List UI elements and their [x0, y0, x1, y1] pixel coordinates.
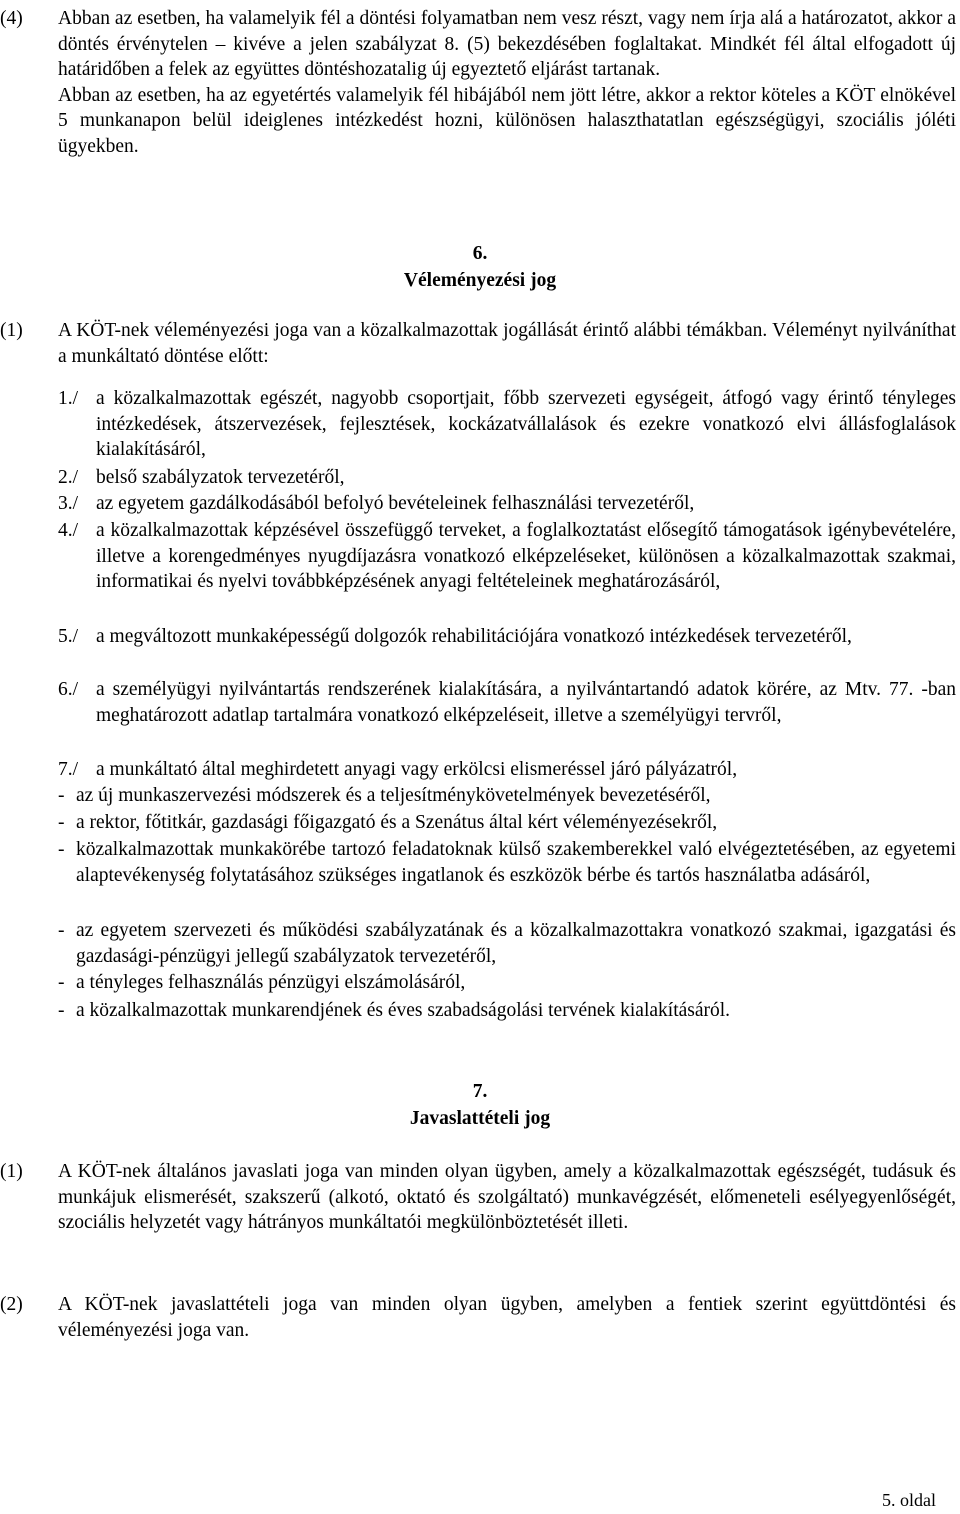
paragraph-4-text-part2: Abban az esetben, ha az egyetértés valamelyik fél hibájából nem jött létre, akkor a rektor köteles a KÖT elnökével 5 munkanapon belül ideiglenes intézkedést hozni, különösen halaszthatatlan egészségügyi, szociális jóléti ügyekben. — [58, 84, 956, 157]
list-item-text: belső szabályzatok tervezetéről, — [96, 467, 345, 488]
dash-list-item — [58, 918, 956, 969]
list-item-number: 5./ — [58, 626, 79, 647]
section-7-paragraph-1 — [0, 1159, 956, 1236]
paragraph-4-text — [58, 6, 956, 159]
dash-bullet: - — [58, 1000, 65, 1021]
dash-bullet: - — [58, 972, 65, 993]
paragraph-4-text-part1: Abban az esetben, ha valamelyik fél a döntési folyamatban nem vesz részt, vagy nem írja alá a határozatot, akkor a döntés érvénytelen – kivéve a jelen szabályzat 8. (5) bekezdésében foglaltakat. Mindkét fél által elfogadott új határidőben a felek az együttes döntéshozatalig új egyeztető eljárást tartanak. — [58, 8, 956, 80]
dash-list-item-text: a közalkalmazottak munkarendjének és éves szabadságolási tervének kialakításáról. — [76, 1000, 731, 1021]
section-7-paragraph-2-text: A KÖT-nek javaslattételi joga van minden olyan ügyben, amelyben a fentiek szerint együttdöntési és véleményezési joga van. — [58, 1294, 956, 1341]
dash-bullet: - — [58, 812, 65, 833]
paragraph-number: (2) — [0, 1294, 23, 1315]
list-item-text: a közalkalmazottak egészét, nagyobb csoportjait, főbb szervezeti egységeit, átfogó vagy érintő tényleges intézkedések, átszervezések, fejlesztések, kockázatvállalások és ezekre vonatkozó elvi állásfoglalások kialakításáról, — [96, 388, 956, 460]
paragraph-4 — [0, 6, 956, 159]
dash-list-item — [58, 970, 956, 996]
list-item-text: az egyetem gazdálkodásából befolyó bevételeinek felhasználási tervezetéről, — [96, 493, 695, 514]
dash-list-item-text: a rektor, főtitkár, gazdasági főigazgató és a Szenátus által kért véleményezésekről, — [76, 812, 718, 833]
dash-list-item-text: közalkalmazottak munkakörébe tartozó feladatoknak külső szakemberekkel való elvégeztetésében, az egyetemi alaptevékenység folytatásához szükséges ingatlanok és eszközök bérbe és tartós használatba adásáról, — [76, 839, 956, 886]
list-item — [58, 757, 956, 783]
list-item — [58, 677, 956, 728]
dash-list-item — [58, 837, 956, 888]
list-item — [58, 491, 956, 517]
section-6-paragraph-1-text: A KÖT-nek véleményezési joga van a közalkalmazottak jogállását érintő alábbi témákban. Véleményt nyilváníthat a munkáltató döntése előtt: — [58, 320, 956, 367]
list-item — [58, 624, 956, 650]
list-item-text: a megváltozott munkaképességű dolgozók rehabilitációjára vonatkozó intézkedések tervezetéről, — [96, 626, 852, 647]
list-item-number: 4./ — [58, 520, 79, 541]
section-7-number: 7. — [472, 1081, 488, 1102]
dash-list-item-text: a tényleges felhasználás pénzügyi elszámolásáról, — [76, 972, 466, 993]
section-7-title: Javaslattételi jog — [409, 1108, 551, 1129]
dash-list-item-text: az új munkaszervezési módszerek és a teljesítménykövetelmények bevezetéséről, — [76, 785, 711, 806]
dash-list-item-text: az egyetem szervezeti és működési szabályzatának és a közalkalmazottakra vonatkozó szakmai, igazgatási és gazdasági-pénzügyi jellegű szabályzatok tervezetéről, — [76, 920, 956, 967]
list-item-number: 3./ — [58, 493, 79, 514]
list-item — [58, 386, 956, 463]
page-number: 5. oldal — [882, 1490, 936, 1510]
list-item-text: a munkáltató által meghirdetett anyagi vagy erkölcsi elismeréssel járó pályázatról, — [96, 759, 738, 780]
dash-bullet: - — [58, 785, 65, 806]
paragraph-number: (4) — [0, 8, 23, 29]
paragraph-number: (1) — [0, 1161, 23, 1182]
dash-list-item — [58, 783, 956, 809]
list-item-text: a közalkalmazottak képzésével összefüggő terveket, a foglalkoztatást elősegítő támogatások igénybevételére, illetve a korengedményes nyugdíjazásra vonatkozó elképzeléseket, különösen a közalkalmazottak szakmai, informatikai és nyelvi továbbképzésének anyagi feltételeinek meghatározásáról, — [96, 520, 956, 592]
dash-bullet: - — [58, 839, 65, 860]
list-item-number: 6./ — [58, 679, 79, 700]
section-7-paragraph-2 — [0, 1292, 956, 1343]
dash-list-item — [58, 998, 956, 1024]
list-item — [58, 465, 956, 491]
list-item — [58, 518, 956, 595]
dash-list-item — [58, 810, 956, 836]
section-6-paragraph-1 — [0, 318, 956, 369]
section-6-number: 6. — [472, 243, 488, 264]
list-item-number: 2./ — [58, 467, 79, 488]
dash-bullet: - — [58, 920, 65, 941]
list-item-number: 7./ — [58, 759, 79, 780]
section-7-paragraph-1-text: A KÖT-nek általános javaslati joga van minden olyan ügyben, amely a közalkalmazottak egészségét, tudásuk és munkájuk elismerését, szakszerű (alkotó, oktató és szolgáltató) munkavégzését, előmeneteli esélyegyenlőségét, szociális helyzetét vagy hátrányos munkáltatói megkülönböztetését illeti. — [58, 1161, 956, 1233]
list-item-number: 1./ — [58, 388, 79, 409]
list-item-text: a személyügyi nyilvántartás rendszerének kialakítására, a nyilvántartandó adatok körére, az Mtv. 77. -ban meghatározott adatlap tartalmára vonatkozó elképzeléseit, illetve a személyügyi tervről, — [96, 679, 956, 726]
section-6-title: Véleményezési jog — [403, 270, 557, 291]
paragraph-number: (1) — [0, 320, 23, 341]
